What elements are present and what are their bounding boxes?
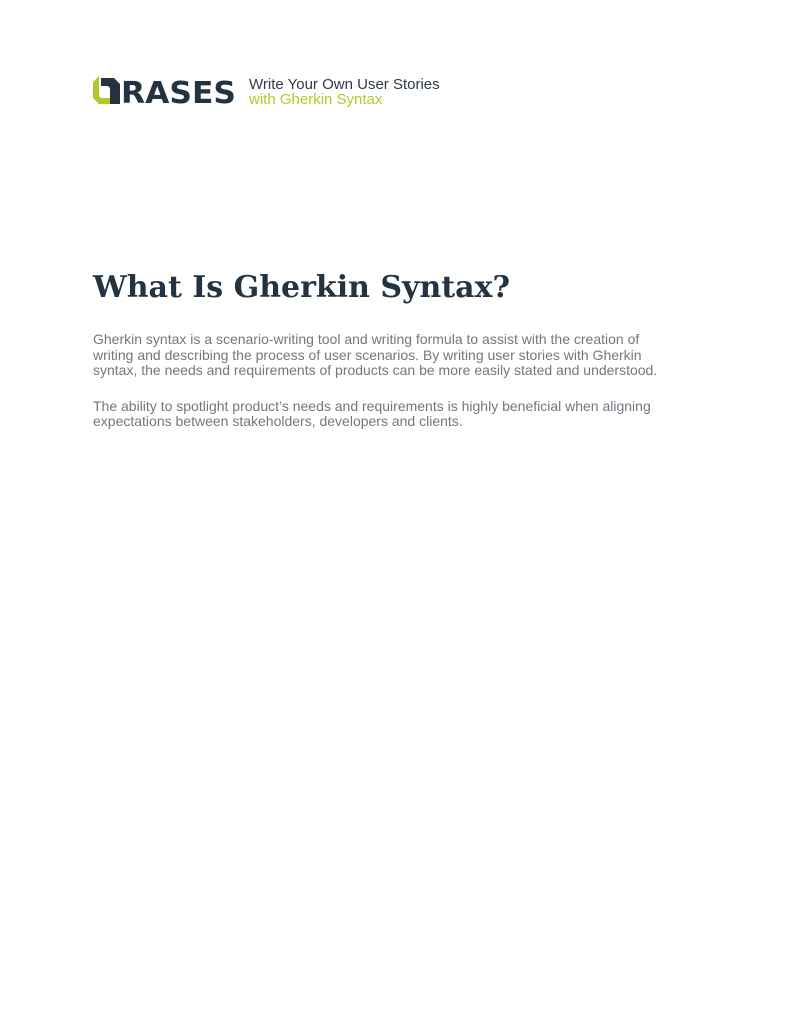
page-title: What Is Gherkin Syntax? xyxy=(93,270,511,305)
document-header xyxy=(93,76,440,107)
body-paragraph: The ability to spotlight product’s needs and requirements is highly beneficial when aligning expectations between stakeholders, developers and clients. xyxy=(93,397,651,430)
svg-text:RASES: RASES xyxy=(121,76,236,106)
subtitle-line-2: with Gherkin Syntax xyxy=(249,91,383,108)
subtitle-line-1: Write Your Own User Stories xyxy=(249,76,440,93)
document-subtitle xyxy=(249,77,440,107)
orases-logo xyxy=(93,76,236,106)
main-content xyxy=(93,268,693,430)
body-paragraph: Gherkin syntax is a scenario-writing tool and writing formula to assist with the creation of writing and describing the process of user scenarios. By writing user stories with Gherkin syntax, the needs and requirements of products can be more easily stated and understood. xyxy=(93,331,658,379)
